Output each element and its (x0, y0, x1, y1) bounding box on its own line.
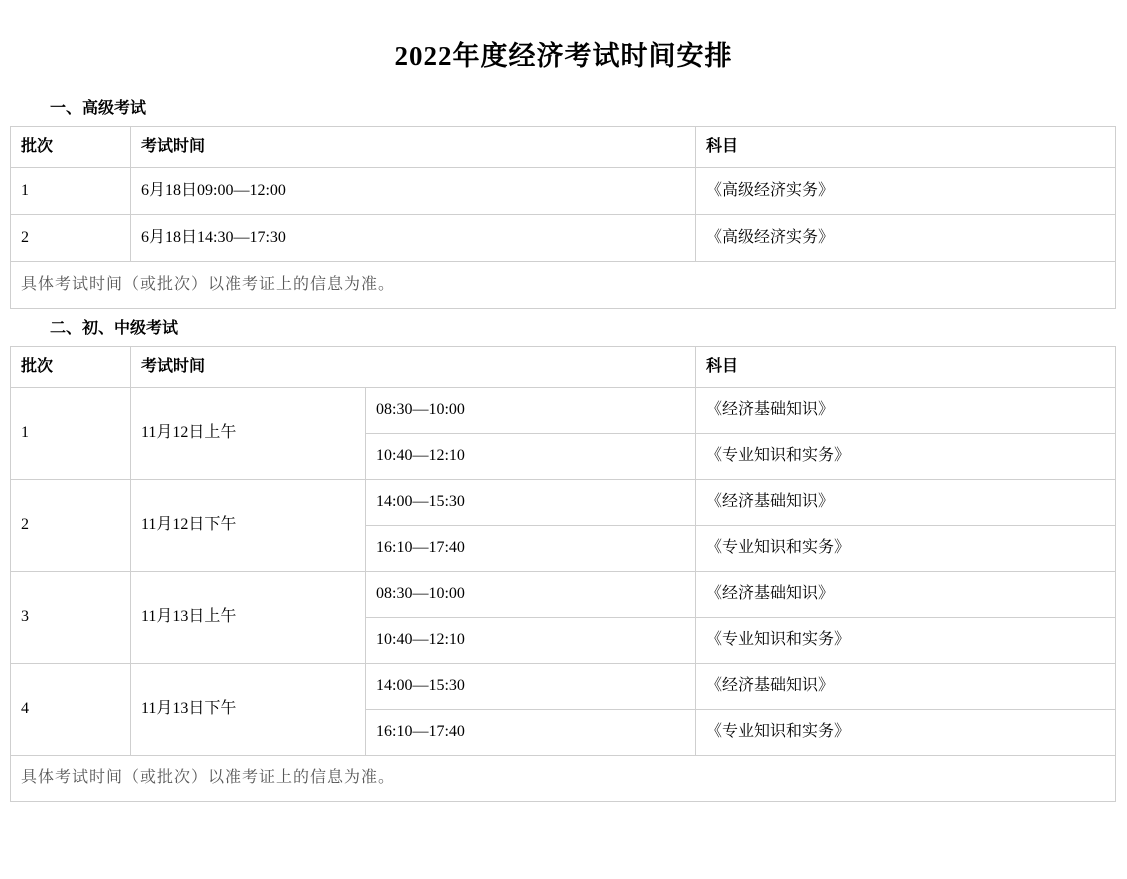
section-heading-intermediate: 二、初、中级考试 (50, 320, 179, 337)
cell-time: 14:00—15:30 (366, 480, 696, 526)
table-header-row (11, 347, 1116, 388)
column-header-batch: 批次 (11, 127, 131, 168)
cell-subject: 《专业知识和实务》 (696, 434, 1116, 480)
cell-time: 6月18日09:00—12:00 (131, 168, 696, 215)
page-title: 2022年度经济考试时间安排 (394, 41, 733, 71)
cell-subject: 《经济基础知识》 (696, 480, 1116, 526)
note-text: 具体考试时间（或批次）以准考证上的信息为准。 (11, 262, 1116, 309)
table-row (11, 572, 1116, 618)
advanced-exam-table (10, 126, 1116, 309)
cell-day: 11月13日下午 (131, 664, 366, 756)
cell-batch: 4 (11, 664, 131, 756)
table-row (11, 664, 1116, 710)
cell-time: 08:30—10:00 (366, 388, 696, 434)
cell-time: 16:10—17:40 (366, 710, 696, 756)
cell-subject: 《高级经济实务》 (696, 215, 1116, 262)
cell-time: 6月18日14:30—17:30 (131, 215, 696, 262)
column-header-subject: 科目 (696, 347, 1116, 388)
cell-day: 11月12日上午 (131, 388, 366, 480)
cell-day: 11月13日上午 (131, 572, 366, 664)
cell-subject: 《专业知识和实务》 (696, 526, 1116, 572)
table-note-row (11, 262, 1116, 309)
cell-subject: 《专业知识和实务》 (696, 618, 1116, 664)
cell-subject: 《专业知识和实务》 (696, 710, 1116, 756)
cell-day: 11月12日下午 (131, 480, 366, 572)
table-header-row (11, 127, 1116, 168)
cell-batch: 3 (11, 572, 131, 664)
cell-subject: 《高级经济实务》 (696, 168, 1116, 215)
document-page (0, 34, 1127, 879)
note-text: 具体考试时间（或批次）以准考证上的信息为准。 (11, 756, 1116, 802)
cell-batch: 2 (11, 215, 131, 262)
cell-batch: 2 (11, 480, 131, 572)
table-row (11, 388, 1116, 434)
cell-subject: 《经济基础知识》 (696, 572, 1116, 618)
column-header-subject: 科目 (696, 127, 1116, 168)
cell-time: 14:00—15:30 (366, 664, 696, 710)
cell-time: 10:40—12:10 (366, 618, 696, 664)
table-row (11, 215, 1116, 262)
cell-time: 10:40—12:10 (366, 434, 696, 480)
cell-batch: 1 (11, 388, 131, 480)
section-heading-advanced: 一、高级考试 (50, 100, 147, 117)
table-note-row (11, 756, 1116, 802)
table-row (11, 480, 1116, 526)
column-header-batch: 批次 (11, 347, 131, 388)
cell-subject: 《经济基础知识》 (696, 664, 1116, 710)
cell-time: 08:30—10:00 (366, 572, 696, 618)
column-header-time: 考试时间 (131, 347, 696, 388)
cell-batch: 1 (11, 168, 131, 215)
cell-time: 16:10—17:40 (366, 526, 696, 572)
cell-subject: 《经济基础知识》 (696, 388, 1116, 434)
intermediate-exam-table (10, 346, 1116, 802)
table-row (11, 168, 1116, 215)
column-header-time: 考试时间 (131, 127, 696, 168)
